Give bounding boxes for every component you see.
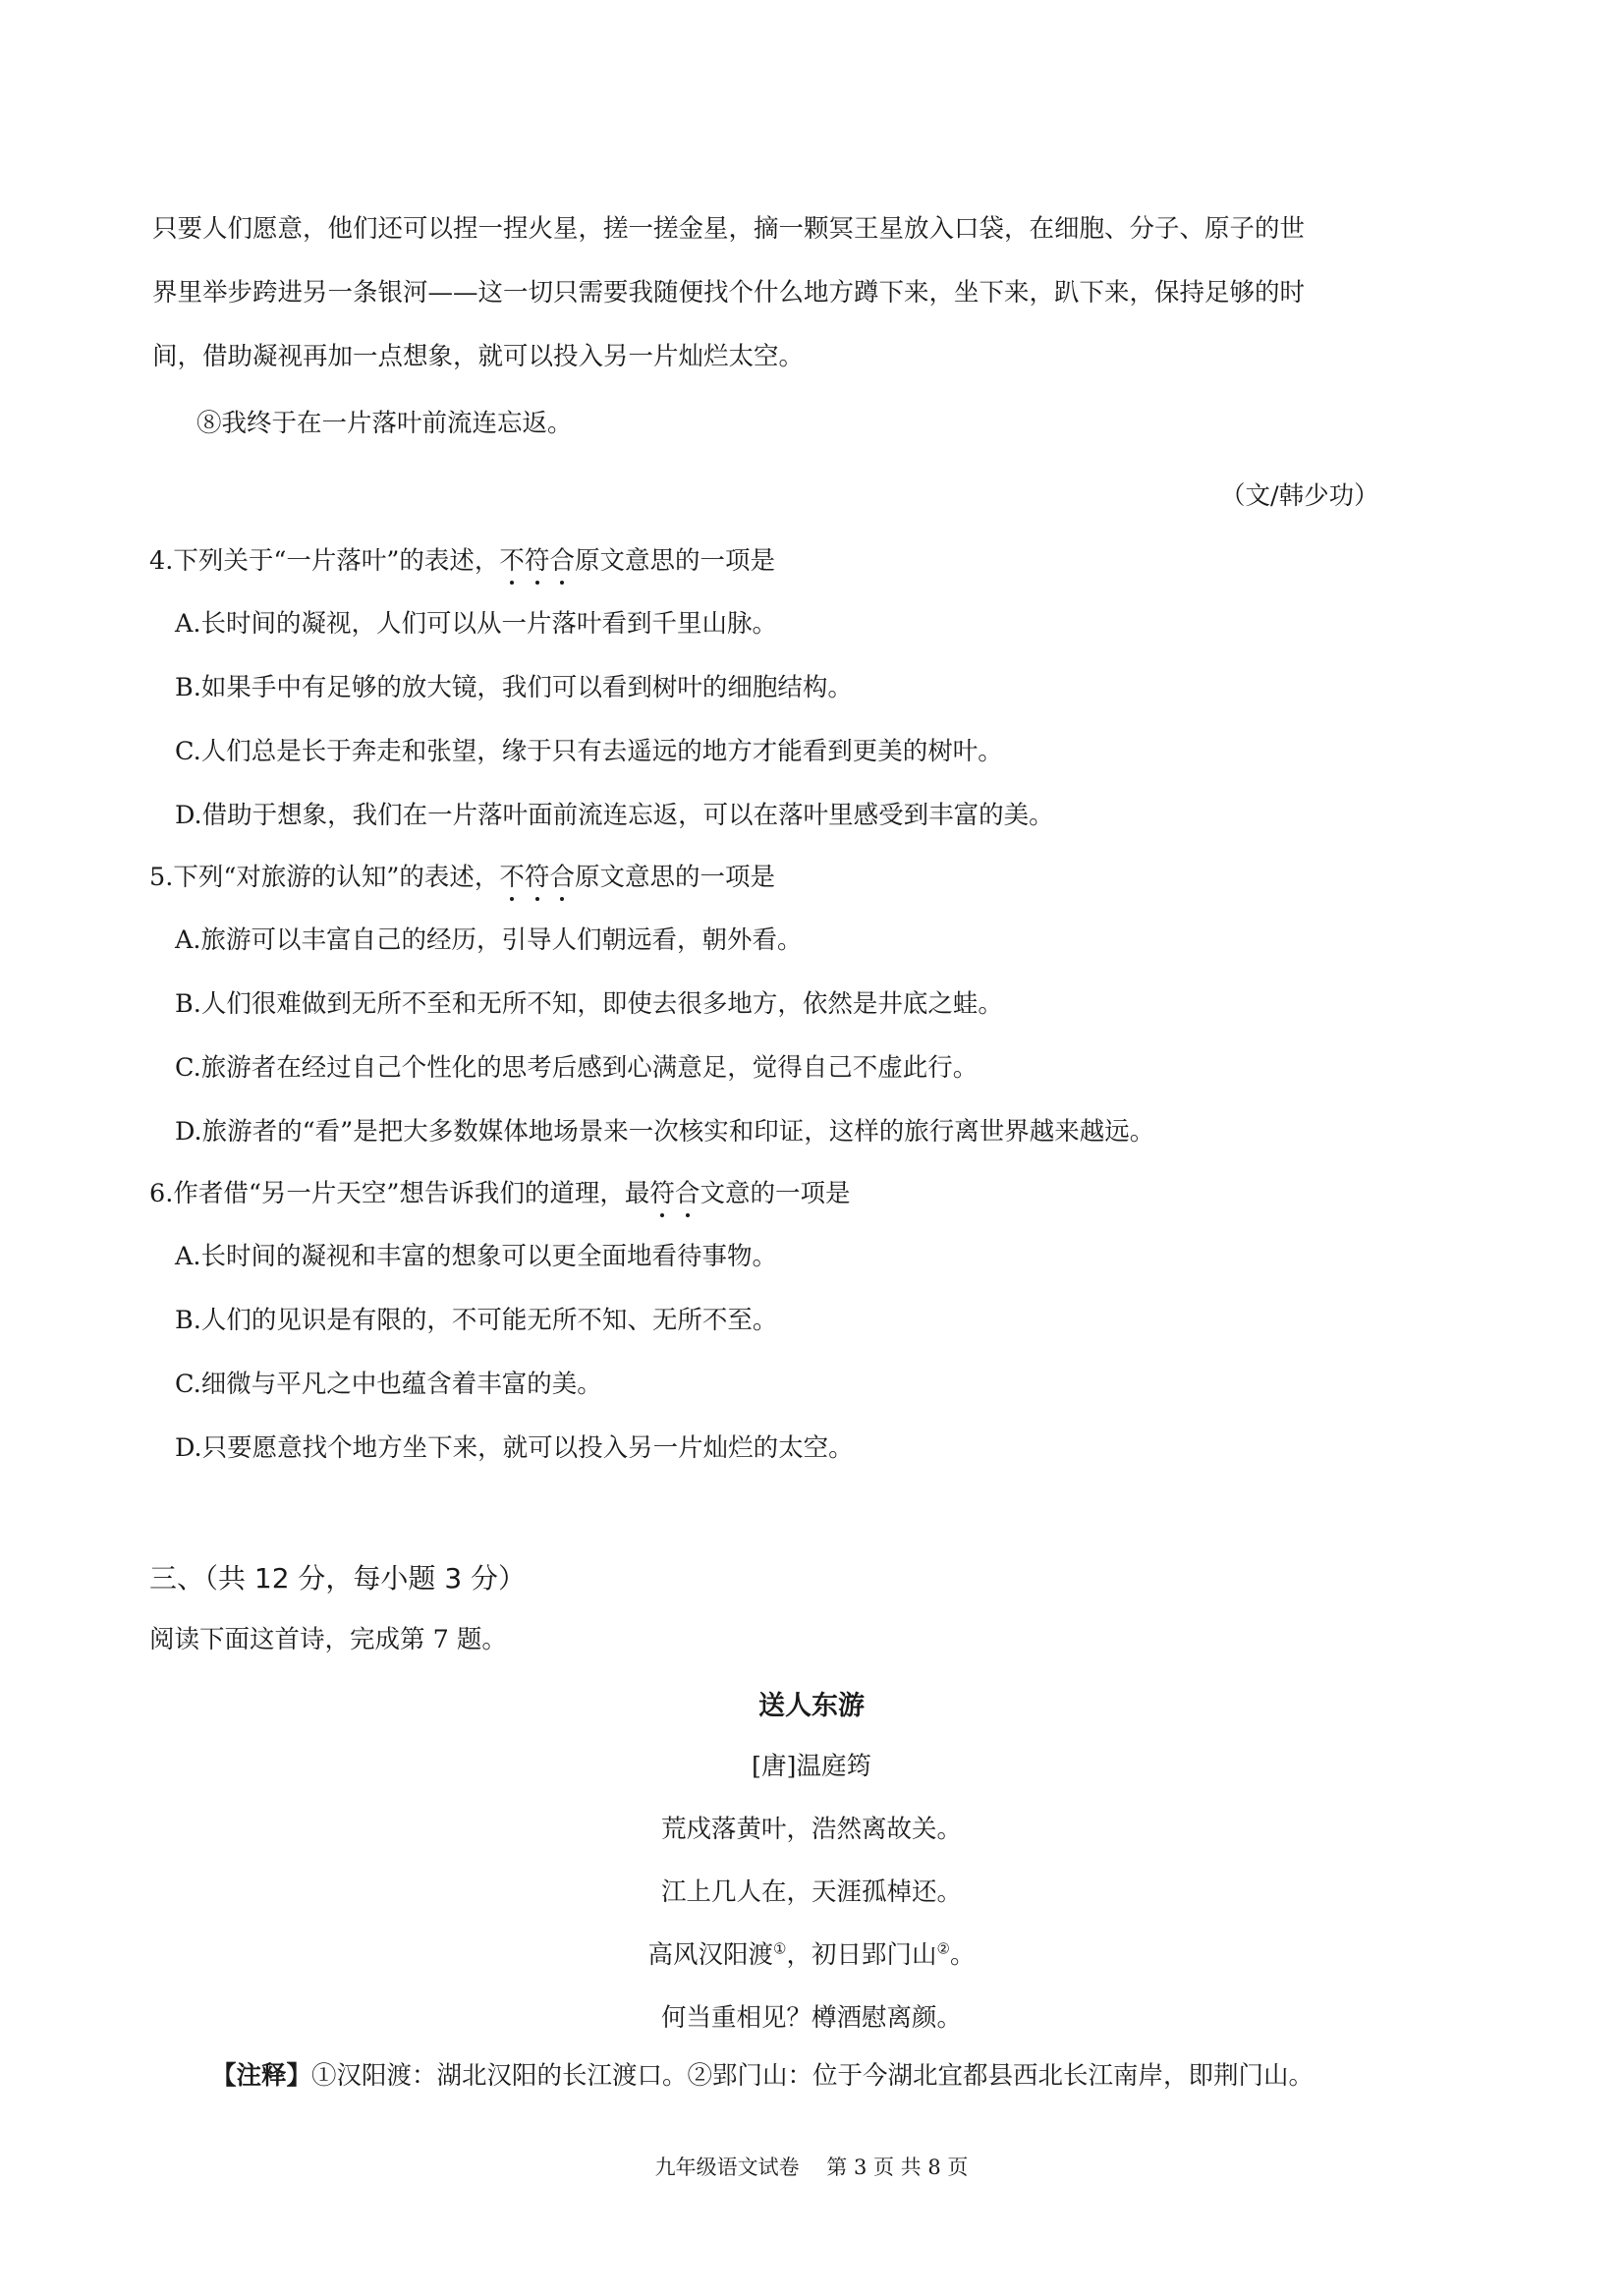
poem-line-3-part-a: 高风汉阳渡 <box>647 1940 774 1970</box>
question-4-option-b: B.如果手中有足够的放大镜，我们可以看到树叶的细胞结构。 <box>175 673 853 702</box>
emphasis-char: 合 <box>549 546 575 576</box>
poem-title: 送人东游 <box>758 1691 865 1721</box>
question-5-option-d: D.旅游者的“看”是把大多数媒体地场景来一次核实和印证，这样的旅行离世界越来越远。 <box>175 1117 1155 1147</box>
page-footer: 九年级语文试卷 第 3 页 共 8 页 <box>654 2156 969 2179</box>
question-6-option-a: A.长时间的凝视和丰富的想象可以更全面地看待事物。 <box>175 1242 778 1271</box>
passage-author: （文/韩少功） <box>1220 481 1379 511</box>
question-5-suffix: 原文意思的一项是 <box>574 863 775 892</box>
question-5-prefix: 5.下列“对旅游的认知”的表述， <box>149 863 500 892</box>
section-3-heading: 三、（共 12 分，每小题 3 分） <box>149 1562 527 1595</box>
question-6-prefix: 6.作者借“另一片天空”想告诉我们的道理，最 <box>149 1179 650 1208</box>
question-4-option-d: D.借助于想象，我们在一片落叶面前流连忘返，可以在落叶里感受到丰富的美。 <box>175 801 1054 830</box>
question-4-stem <box>149 546 775 577</box>
question-5-option-c: C.旅游者在经过自己个性化的思考后感到心满意足，觉得自己不虚此行。 <box>175 1053 979 1083</box>
question-6-option-d: D.只要愿意找个地方坐下来，就可以投入另一片灿烂的太空。 <box>175 1433 854 1463</box>
poem-notes <box>211 2061 1314 2092</box>
passage-line-1: 只要人们愿意，他们还可以捏一捏火星，搓一搓金星，摘一颗冥王星放入口袋，在细胞、分子、原子的世 <box>152 214 1306 244</box>
poem-line-3-part-b: ，初日郢门山 <box>786 1940 937 1970</box>
question-6-suffix: 文意的一项是 <box>700 1179 851 1208</box>
question-4-prefix: 4.下列关于“一片落叶”的表述， <box>149 546 500 576</box>
question-5-option-b: B.人们很难做到无所不至和无所不知，即使去很多地方，依然是井底之蛙。 <box>175 989 1003 1019</box>
emphasis-char: 符 <box>524 863 550 892</box>
passage-line-2: 界里举步跨进另一条银河——这一切只需要我随便找个什么地方蹲下来，坐下来，趴下来，保持足够的时 <box>152 278 1306 308</box>
footnote-marker-2: ② <box>936 1939 950 1958</box>
poem-line-3-part-c: 。 <box>949 1940 976 1970</box>
poem-line-1: 荒戍落黄叶，浩然离故关。 <box>660 1815 962 1844</box>
emphasis-char: 符 <box>524 546 550 576</box>
emphasis-char: 合 <box>549 863 575 892</box>
notes-label: 【注释】 <box>211 2061 312 2091</box>
section-3-instruction: 阅读下面这首诗，完成第 7 题。 <box>149 1625 507 1654</box>
question-5-option-a: A.旅游可以丰富自己的经历，引导人们朝远看，朝外看。 <box>175 925 803 955</box>
poem-line-4: 何当重相见？樽酒慰离颜。 <box>660 2003 962 2033</box>
question-4-option-c: C.人们总是长于奔走和张望，缘于只有去遥远的地方才能看到更美的树叶。 <box>175 737 1003 766</box>
poem-line-2: 江上几人在，天涯孤棹还。 <box>660 1877 962 1907</box>
question-6-option-c: C.细微与平凡之中也蕴含着丰富的美。 <box>175 1370 602 1399</box>
question-4-suffix: 原文意思的一项是 <box>574 546 775 576</box>
poem-line-3 <box>0 1935 1623 1971</box>
emphasis-char: 不 <box>499 863 525 892</box>
question-5-stem <box>149 863 775 893</box>
footnote-marker-1: ① <box>773 1939 787 1958</box>
question-6-option-b: B.人们的见识是有限的，不可能无所不知、无所不至。 <box>175 1306 778 1335</box>
emphasis-char: 合 <box>674 1179 700 1208</box>
paragraph-8: ⑧我终于在一片落叶前流连忘返。 <box>196 409 573 438</box>
emphasis-char: 不 <box>499 546 525 576</box>
emphasis-char: 符 <box>649 1179 675 1208</box>
poem-author: [唐]温庭筠 <box>752 1752 871 1781</box>
passage-line-3: 间，借助凝视再加一点想象，就可以投入另一片灿烂太空。 <box>152 342 805 371</box>
question-6-stem <box>149 1179 850 1209</box>
notes-text: ①汉阳渡：湖北汉阳的长江渡口。②郢门山：位于今湖北宜都县西北长江南岸，即荆门山。 <box>311 2061 1315 2091</box>
question-4-option-a: A.长时间的凝视，人们可以从一片落叶看到千里山脉。 <box>175 609 778 639</box>
